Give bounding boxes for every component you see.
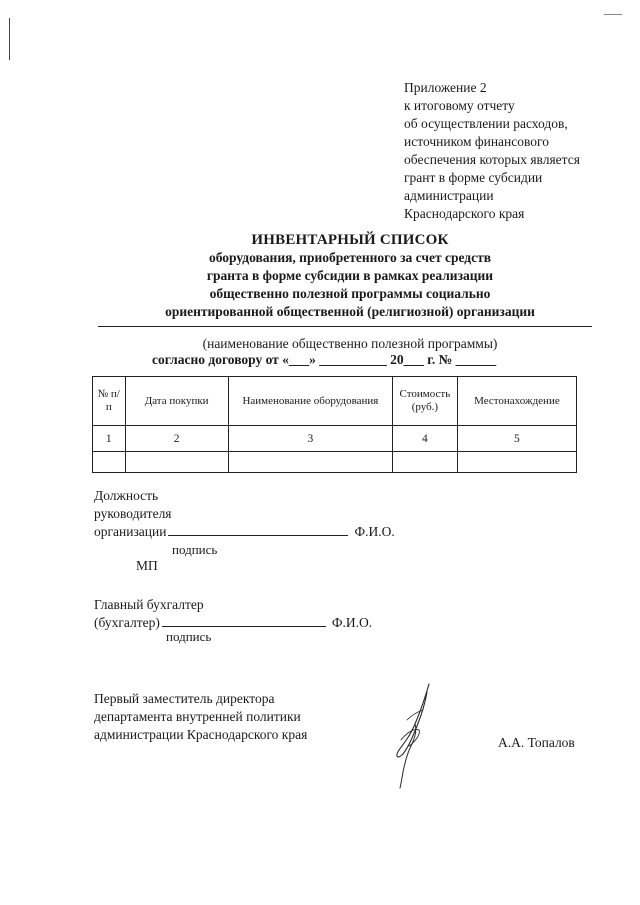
scan-edge-mark bbox=[9, 18, 10, 60]
appendix-line: администрации bbox=[404, 188, 494, 203]
document-subtitle-line: ориентированной общественной (религиозной) организации bbox=[165, 304, 535, 319]
accountant-signature-block bbox=[94, 596, 372, 632]
table-row bbox=[93, 452, 577, 473]
appendix-line: источником финансового bbox=[404, 134, 549, 149]
stamp-place-label: МП bbox=[136, 558, 158, 573]
head-fio-label: Ф.И.О. bbox=[354, 524, 395, 539]
scan-corner-mark bbox=[604, 14, 622, 15]
handwritten-signature bbox=[385, 680, 445, 790]
table-header-row bbox=[93, 377, 577, 426]
head-signature-caption: подпись bbox=[172, 542, 218, 557]
document-title: ИНВЕНТАРНЫЙ СПИСОК bbox=[251, 232, 449, 248]
head-position-line: организации bbox=[94, 524, 167, 539]
appendix-line: грант в форме субсидии bbox=[404, 170, 543, 185]
appendix-line: об осуществлении расходов, bbox=[404, 116, 568, 131]
appendix-line: к итоговому отчету bbox=[404, 98, 515, 113]
approver-block bbox=[94, 690, 307, 744]
table-cell: 4 bbox=[393, 426, 458, 452]
accountant-fio-label: Ф.И.О. bbox=[331, 615, 373, 630]
contract-line: согласно договору от «___» __________ 20___ г. № ______ bbox=[152, 352, 497, 367]
head-signature-blank bbox=[168, 523, 348, 536]
appendix-line: обеспечения которых является bbox=[404, 152, 580, 167]
program-name-blank bbox=[98, 326, 592, 327]
accountant-signature-blank bbox=[162, 614, 326, 627]
head-signature-block bbox=[94, 487, 395, 541]
col-header-purchase-date: Дата покупки bbox=[125, 377, 228, 426]
accountant-signature-row bbox=[94, 614, 372, 632]
table-row bbox=[93, 426, 577, 452]
program-name-caption: (наименование общественно полезной программы) bbox=[202, 336, 498, 351]
approver-position-line: Первый заместитель директора bbox=[94, 691, 275, 706]
head-signature-row bbox=[94, 523, 395, 541]
approver-name: А.А. Топалов bbox=[498, 735, 575, 750]
col-header-number: № п/п bbox=[93, 377, 126, 426]
approver-position-line: администрации Краснодарского края bbox=[94, 727, 308, 742]
title-block bbox=[100, 231, 600, 321]
inventory-table bbox=[92, 376, 577, 473]
head-position-line: Должность bbox=[94, 488, 159, 503]
table-cell bbox=[228, 452, 392, 473]
table-cell bbox=[125, 452, 228, 473]
accountant-position-line: Главный бухгалтер bbox=[94, 597, 204, 612]
col-header-equipment-name: Наименование оборудования bbox=[228, 377, 392, 426]
table-cell bbox=[457, 452, 576, 473]
approver-position-line: департамента внутренней политики bbox=[94, 709, 301, 724]
table-cell: 2 bbox=[125, 426, 228, 452]
appendix-note bbox=[404, 79, 580, 223]
col-header-cost: Стоимость (руб.) bbox=[393, 377, 458, 426]
table-cell bbox=[93, 452, 126, 473]
appendix-line: Приложение 2 bbox=[404, 80, 487, 95]
table-cell: 1 bbox=[93, 426, 126, 452]
accountant-signature-caption: подпись bbox=[166, 629, 212, 644]
appendix-line: Краснодарского края bbox=[404, 206, 525, 221]
document-subtitle-line: оборудования, приобретенного за счет средств bbox=[208, 250, 492, 265]
col-header-location: Местонахождение bbox=[457, 377, 576, 426]
document-subtitle-line: гранта в форме субсидии в рамках реализации bbox=[206, 268, 494, 283]
accountant-position-line: (бухгалтер) bbox=[94, 615, 160, 630]
table-cell bbox=[393, 452, 458, 473]
head-position-line: руководителя bbox=[94, 506, 172, 521]
table-cell: 3 bbox=[228, 426, 392, 452]
document-subtitle-line: общественно полезной программы социально bbox=[209, 286, 491, 301]
table-cell: 5 bbox=[457, 426, 576, 452]
